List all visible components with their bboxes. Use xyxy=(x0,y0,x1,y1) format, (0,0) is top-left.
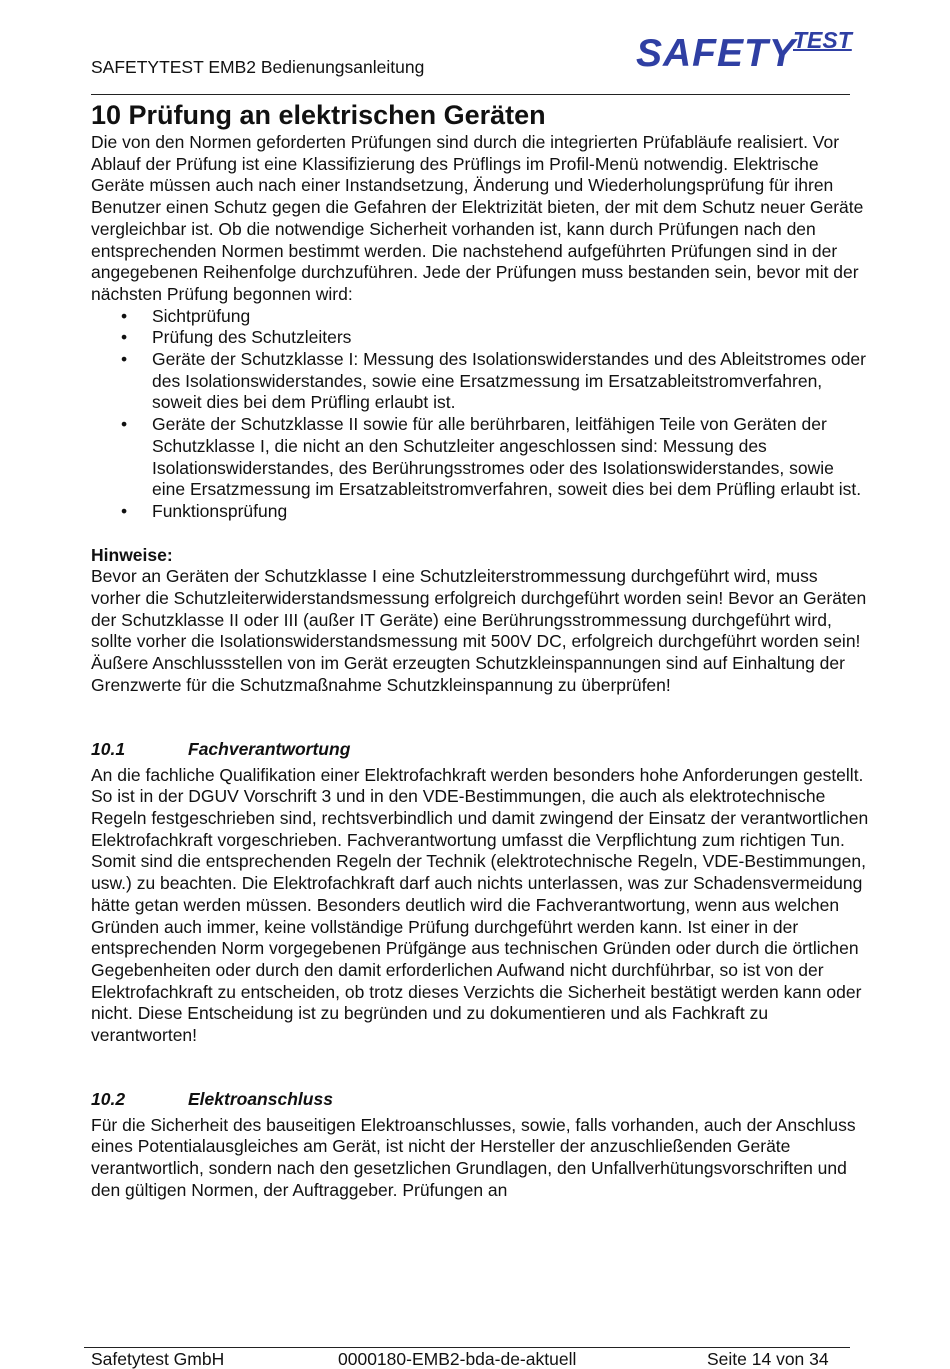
list-item xyxy=(91,414,871,501)
list-item xyxy=(91,306,871,328)
list-item-text: Geräte der Schutzklasse I: Messung des Isolationswiderstandes und des Ableitstromes oder des Isolationswiderstandes, sowie eine Ersatzmessung im Ersatzableitstromverfahren, soweit dies bei dem Prüfling erlaubt ist. xyxy=(152,349,866,413)
hints-text: Bevor an Geräten der Schutzklasse I eine Schutzleiterstrommessung durchgeführt wird, muss vorher die Schutzleiterwiderstandsmessung erfolgreich durchgeführt worden sein! Bevor an Geräten der Schutzklasse II oder III (außer IT Geräte) eine Berührungsstrommessung durchgeführt wird, sollte vorher die Isolationswiderstandsmessung mit 500V DC, erfolgreich durchgeführt worden sein! Äußere Anschlussstellen von im Gerät erzeugten Schutzkleinspannungen sind auf Einhaltung der Grenzwerte für die Schutzmaßnahme Schutzkleinspannung zu überprüfen! xyxy=(91,566,867,695)
footer-company: Safetytest GmbH xyxy=(91,1349,225,1369)
section-10-1-text: An die fachliche Qualifikation einer Elektrofachkraft werden besonders hohe Anforderungen gestellt. So ist in der DGUV Vorschrift 3 und in den VDE-Bestimmungen, die auch als elektrotechnische Regeln festgeschrieben sind, rechtsverbindlich und damit zwingend der Einsatz der verantwortlichen Elektrofachkraft vorgeschrieben. Fachverantwortung umfasst die Verpflichtung zum richtigen Tun. Somit sind die entsprechenden Regeln der Technik (elektrotechnische Regeln, VDE-Bestimmungen, usw.) zu beachten. Die Elektrofachkraft darf auch nichts unterlassen, was zur Schadensvermeidung hätte getan werden müssen. Besonders deutlich wird die Fachverantwortung, wenn aus welchen Gründen auch immer, keine vollständige Prüfung durchgeführt werden kann. Ist einer in der entsprechenden Norm vorgegebenen Prüfgänge aus technischen Gründen oder durch die örtlichen Gegebenheiten oder durch den damit erforderlichen Aufwand nicht durchführbar, so ist von der Elektrofachkraft zu entscheiden, ob trotz dieses Verzichts die Sicherheit bestätigt werden kann oder nicht. Diese Entscheidung ist zu begründen und zu dokumentieren und als Fachkraft zu verantworten! xyxy=(91,764,869,1046)
bullet-icon: • xyxy=(121,305,128,326)
section-title: Fachverantwortung xyxy=(188,738,351,759)
list-item-text: Sichtprüfung xyxy=(152,305,251,326)
bullet-icon: • xyxy=(121,500,128,521)
test-list xyxy=(91,306,871,523)
section-heading-10-1 xyxy=(91,737,871,761)
bullet-icon: • xyxy=(121,327,128,348)
footer-page-number: Seite 14 von 34 xyxy=(707,1349,829,1369)
document-title: SAFETYTEST EMB2 Bedienungsanleitung xyxy=(91,57,425,77)
header-divider xyxy=(91,94,850,95)
list-item xyxy=(91,349,871,414)
page-content xyxy=(91,98,871,1202)
list-item xyxy=(91,501,871,523)
section-number: 10.2 xyxy=(91,1088,126,1109)
section-10-2-text: Für die Sicherheit des bauseitigen Elektroanschlusses, sowie, falls vorhanden, auch der Anschluss eines Potentialausgleiches am Gerät, ist nicht der Hersteller der anzuschließenden Geräte verantwortlich, sondern nach den gesetzlichen Grundlagen, den Unfallverhütungsvorschriften und den gültigen Normen, der Auftraggeber. Prüfungen an xyxy=(91,1114,856,1200)
bullet-icon: • xyxy=(121,349,128,370)
list-item-text: Prüfung des Schutzleiters xyxy=(152,327,352,348)
section-title: Elektroanschluss xyxy=(188,1088,333,1109)
logo-superscript: TEST xyxy=(793,27,852,53)
list-item xyxy=(91,327,871,349)
logo-wordmark: SAFETY xyxy=(636,32,796,75)
list-item-text: Geräte der Schutzklasse II sowie für alle berührbaren, leitfähigen Teile von Geräten der Schutzklasse I, die nicht an den Schutzleiter angeschlossen sind: Messung des Isolationswiderstandes, des Berührungsstromes oder des Isolationswiderstandes, sowie eine Ersatzmessung im Ersatzableitstromverfahren, soweit dies bei dem Prüfling erlaubt ist. xyxy=(152,414,862,500)
bullet-icon: • xyxy=(121,414,128,435)
section-heading-10-2 xyxy=(91,1087,871,1111)
chapter-heading: 10 Prüfung an elektrischen Geräten xyxy=(91,100,546,130)
footer-divider xyxy=(84,1347,850,1348)
hints-label: Hinweise: xyxy=(91,544,173,565)
list-item-text: Funktionsprüfung xyxy=(152,500,288,521)
section-number: 10.1 xyxy=(91,738,126,759)
footer-document-id: 0000180-EMB2-bda-de-aktuell xyxy=(338,1349,577,1369)
safetytest-logo xyxy=(636,28,860,76)
chapter-intro: Die von den Normen geforderten Prüfungen sind durch die integrierten Prüfabläufe realisiert. Vor Ablauf der Prüfung ist eine Klassifizierung des Prüflings im Profil-Menü notwendig. Elektrische Geräte müssen auch nach einer Instandsetzung, Änderung und Wiederholungsprüfung für ihren Benutzer einen Schutz gegen die Gefahren der Elektrizität bieten, der mit dem Schutz neuer Geräte vergleichbar ist. Ob die notwendige Sicherheit vorhanden ist, kann durch Prüfungen nach den entsprechenden Normen bestimmt werden. Die nachstehend aufgeführten Prüfungen sind in der angegebenen Reihenfolge durchzuführen. Jede der Prüfungen muss bestanden sein, bevor mit der nächsten Prüfung begonnen wird: xyxy=(91,132,864,304)
